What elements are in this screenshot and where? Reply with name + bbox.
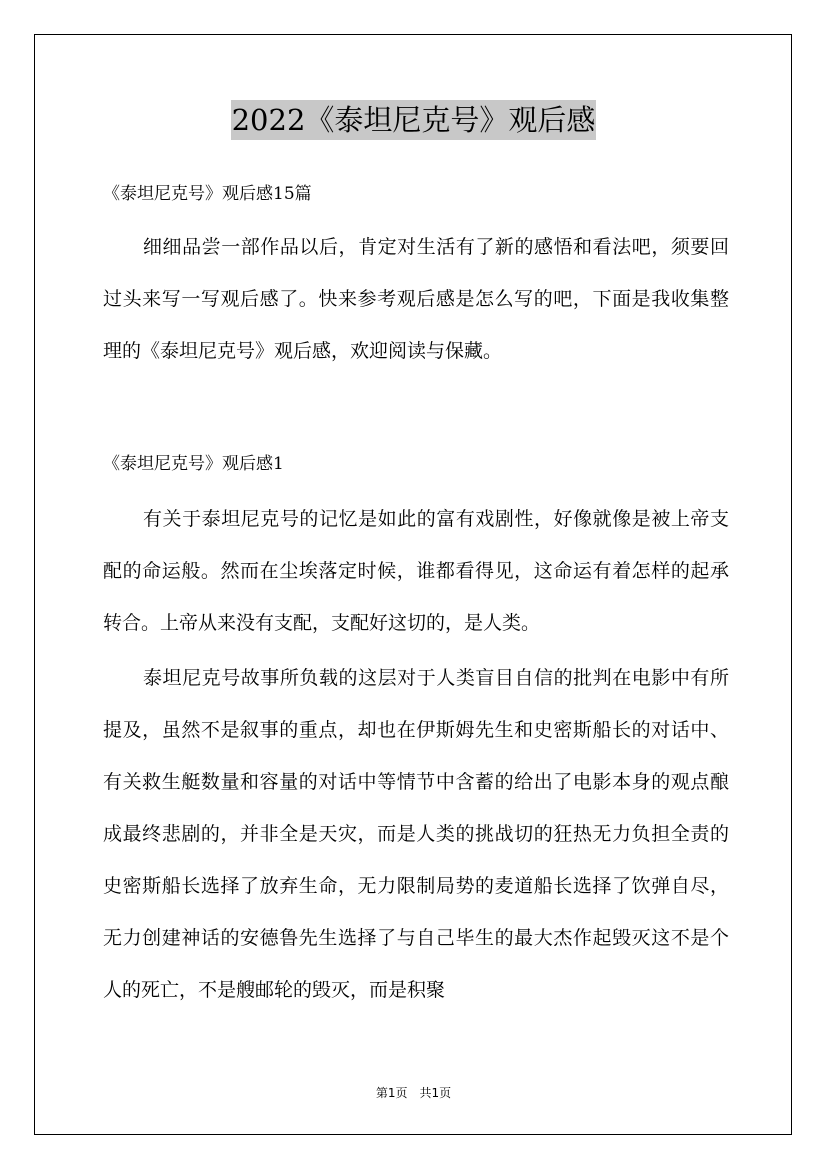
body-paragraph-1: 有关于泰坦尼克号的记忆是如此的富有戏剧性，好像就像是被上帝支配的命运般。然而在尘埃落定时候，谁都看得见，这命运有着怎样的起承转合。上帝从来没有支配，支配好这切的，是人类。 [103, 508, 729, 634]
document-subtitle: 《泰坦尼克号》观后感15篇 [103, 184, 312, 204]
document-title: 2022《泰坦尼克号》观后感 [231, 100, 597, 140]
section-heading: 《泰坦尼克号》观后感1 [103, 454, 284, 474]
intro-paragraph: 细细品尝一部作品以后，肯定对生活有了新的感悟和看法吧，须要回过头来写一写观后感了。快来参考观后感是怎么写的吧，下面是我收集整理的《泰坦尼克号》观后感，欢迎阅读与保藏。 [103, 236, 729, 362]
page-footer: 第1页 共1页 [375, 1086, 452, 1100]
title-wrap [0, 100, 827, 140]
body-paragraph-2: 泰坦尼克号故事所负载的这层对于人类盲目自信的批判在电影中有所提及，虽然不是叙事的重点，却也在伊斯姆先生和史密斯船长的对话中、有关救生艇数量和容量的对话中等情节中含蓄的给出了电影本身的观点酿成最终悲剧的，并非全是天灾，而是人类的挑战切的狂热无力负担全责的史密斯船长选择了放弃生命，无力限制局势的麦道船长选择了饮弹自尽，无力创建神话的安德鲁先生选择了与自己毕生的最大杰作起毁灭这不是个人的死亡，不是艘邮轮的毁灭，而是积聚 [103, 667, 729, 1001]
